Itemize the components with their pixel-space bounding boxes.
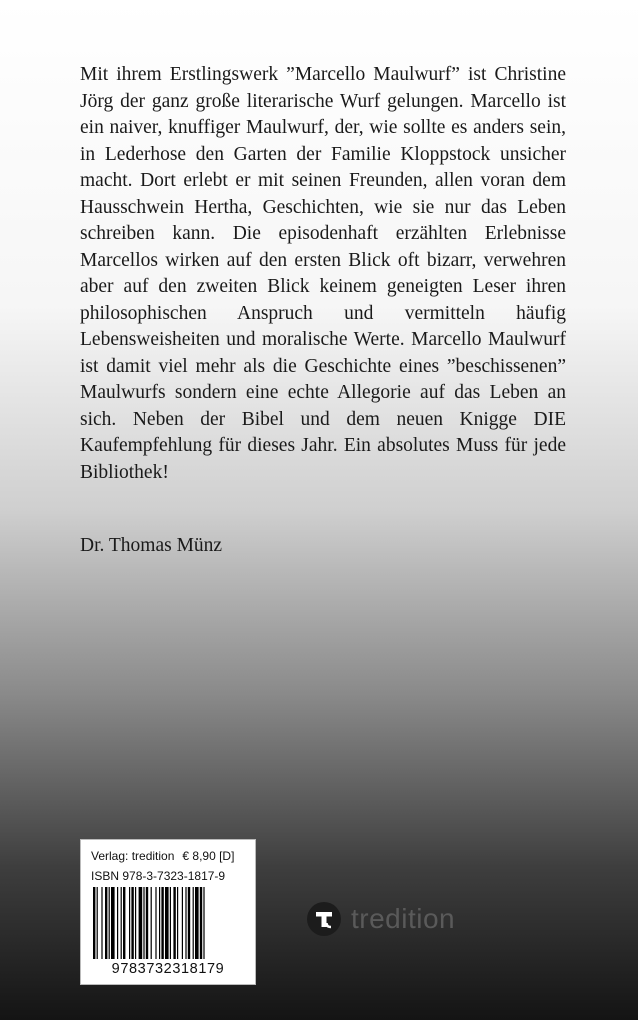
price-text: € 8,90 [D]: [182, 849, 235, 863]
barcode-bars: [93, 887, 243, 959]
publisher-text: Verlag: tredition: [91, 849, 175, 863]
barcode-digits: 9783732318179: [111, 961, 225, 977]
barcode-label: [80, 839, 256, 985]
tredition-logo: [307, 902, 455, 936]
tredition-logo-icon: [307, 902, 341, 936]
tredition-logo-text: tredition: [351, 903, 456, 934]
isbn-text: ISBN 978-3-7323-1817-9: [91, 869, 226, 883]
publisher-price-line: [91, 849, 234, 863]
back-cover-blurb: Mit ihrem Erstlingswerk ”Marcello Maulwurf” ist Christine Jörg der ganz große literarische Wurf gelungen. Marcello ist ein naiver, knuffiger Maulwurf, der, wie sollte es anders sein, in Lederhose den Garten der Familie Kloppstock unsicher macht. Dort erlebt er mit seinen Freunden, allen voran dem Hausschwein Hertha, Geschichten, wie sie nur das Leben schreiben kann. Die episodenhaft erzählten Erlebnisse Marcellos wirken auf den ersten Blick oft bizarr, verwehren aber auf den zweiten Blick keinem geneigten Leser ihren philosophischen Anspruch und vermitteln häufig Lebensweisheiten und moralische Werte. Marcello Maulwurf ist damit viel mehr als die Geschichte eines ”beschissenen” Maulwurfs sondern eine echte Allegorie auf das Leben an sich. Neben der Bibel und dem neuen Knigge DIE Kaufempfehlung für dieses Jahr. Ein absolutes Muss für jede Bibliothek!: [80, 64, 566, 483]
review-author: Dr. Thomas Münz: [80, 535, 223, 556]
